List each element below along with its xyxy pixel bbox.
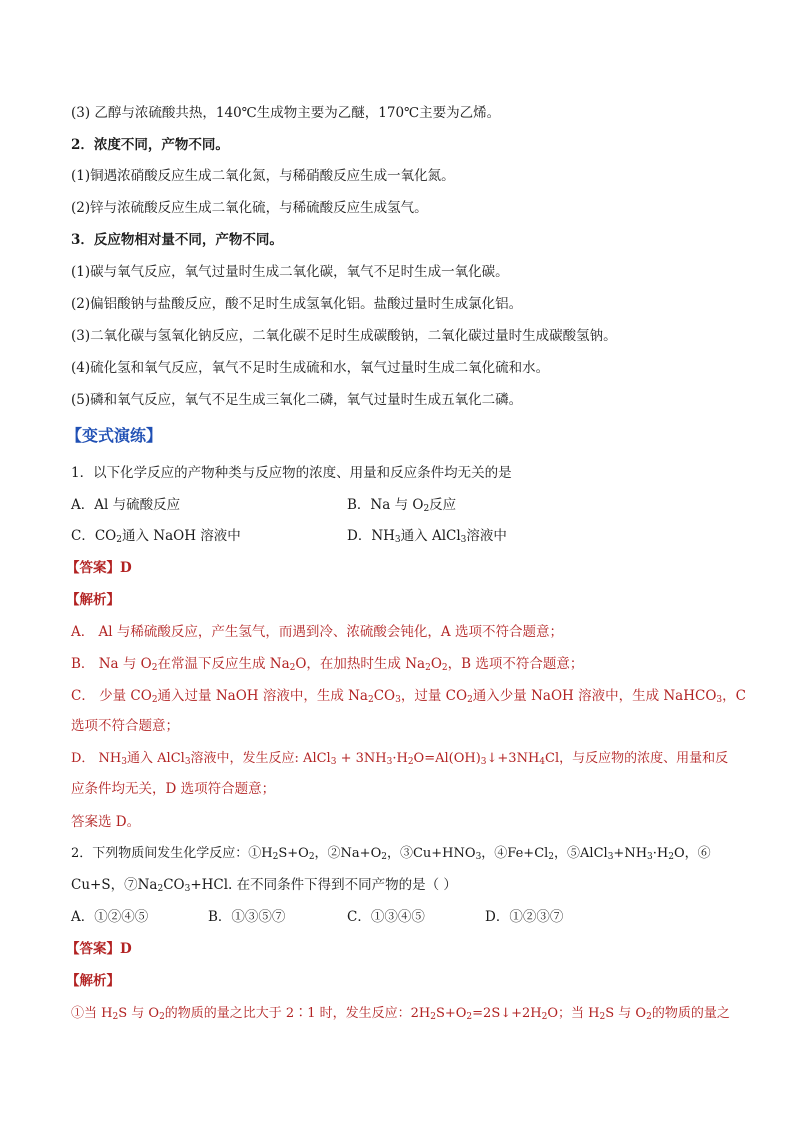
q2-stem-line2: Cu+S，$⑦Na_2CO_3+HCl$. 在不同条件下得到不同产物的是（ ） bbox=[71, 877, 457, 894]
q2-stem-line1: 2．下列物质间发生化学反应：$①H_2S+O_2$，$②Na+O_2$，$③Cu+HNO_3$，$④Fe+Cl_2$，$⑤AlCl_3+NH_3\cdot H_2O$，⑥ bbox=[71, 846, 711, 862]
q2-answer: 【答案】D bbox=[66, 941, 132, 957]
q1-explanation-d: D． $NH_3$通入 AlCl$_3$溶液中，发生反应: AlCl$_3$ + $3NH_3\cdot H_2O=Al(OH)_3↓+3NH_4Cl$，与反应物的浓度、用量和反 bbox=[71, 751, 729, 767]
text-line-h2s: (4)硫化氢和氧气反应，氧气不足时生成硫和水，氧气过量时生成二氧化硫和水。 bbox=[71, 360, 550, 376]
q2-option-a: A．①②④⑤ bbox=[71, 909, 149, 925]
q1-option-c: C．$CO_2$通入 NaOH 溶液中 bbox=[71, 528, 241, 545]
text-line-copper: (1)铜遇浓硝酸反应生成二氧化氮，与稀硝酸反应生成一氧化氮。 bbox=[71, 168, 455, 184]
text-line-carbon: (1)碳与氧气反应，氧气过量时生成二氧化碳，氧气不足时生成一氧化碳。 bbox=[71, 264, 509, 280]
q1-explanation-c: C． 少量 $CO_2$通入过量 NaOH 溶液中，生成 $Na_2CO_3$，过量 $CO_2$通入少量 NaOH 溶液中，生成 NaHCO$_3$，C bbox=[71, 688, 746, 705]
q1-explanation-d-cont: 应条件均无关，D 选项符合题意； bbox=[71, 781, 276, 797]
q1-explanation-a: A． Al 与稀硫酸反应，产生氢气，而遇到冷、浓硫酸会钝化，A 选项不符合题意； bbox=[71, 624, 563, 640]
q1-conclusion: 答案选 D。 bbox=[71, 814, 141, 830]
text-line-co2: (3)二氧化碳与氢氧化钠反应，二氧化碳不足时生成碳酸钠，二氧化碳过量时生成碳酸氢钠。 bbox=[71, 328, 617, 344]
q1-analysis-label: 【解析】 bbox=[66, 592, 120, 608]
q1-explanation-c-cont: 选项不符合题意； bbox=[71, 718, 179, 734]
q1-answer: 【答案】D bbox=[66, 560, 132, 576]
heading-amount: 3．反应物相对量不同，产物不同。 bbox=[71, 232, 283, 248]
q2-option-b: B．①③⑤⑦ bbox=[208, 909, 286, 925]
heading-concentration: 2．浓度不同，产物不同。 bbox=[71, 137, 229, 153]
q2-option-c: C．①③④⑤ bbox=[347, 909, 425, 925]
q2-analysis-label: 【解析】 bbox=[66, 973, 120, 989]
q2-option-d: D．①②③⑦ bbox=[485, 909, 564, 925]
q1-option-b: B．Na 与 $O_2$反应 bbox=[347, 497, 457, 514]
text-line-ethanol: (3) 乙醇与浓硫酸共热，140℃生成物主要为乙醚，170℃主要为乙烯。 bbox=[71, 105, 501, 121]
text-line-phosphorus: (5)磷和氧气反应，氧气不足生成三氧化二磷，氧气过量时生成五氧化二磷。 bbox=[71, 392, 523, 408]
q1-option-d: D．$NH_3$通入 AlCl$_3$溶液中 bbox=[347, 528, 507, 545]
q2-explanation-1: ①当 $H_2S$ 与 $O_2$的物质的量之比大于 2∶1 时，发生反应：$2H_2S+O_2=2S↓+2H_2O$；当 $H_2S$ 与 $O_2$的物质的量之 bbox=[71, 1006, 730, 1022]
q1-explanation-b: B． Na 与 $O_2$在常温下反应生成 $Na_2O$，在加热时生成 $Na_2O_2$，B 选项不符合题意； bbox=[71, 656, 584, 673]
exercise-heading: 【变式演练】 bbox=[66, 426, 163, 445]
text-line-aluminate: (2)偏铝酸钠与盐酸反应，酸不足时生成氢氧化铝。盐酸过量时生成氯化铝。 bbox=[71, 296, 523, 312]
q1-stem: 1．以下化学反应的产物种类与反应物的浓度、用量和反应条件均无关的是 bbox=[71, 465, 512, 481]
text-line-zinc: (2)锌与浓硫酸反应生成二氧化硫，与稀硫酸反应生成氢气。 bbox=[71, 200, 428, 216]
q1-option-a: A．Al 与硫酸反应 bbox=[71, 497, 181, 513]
